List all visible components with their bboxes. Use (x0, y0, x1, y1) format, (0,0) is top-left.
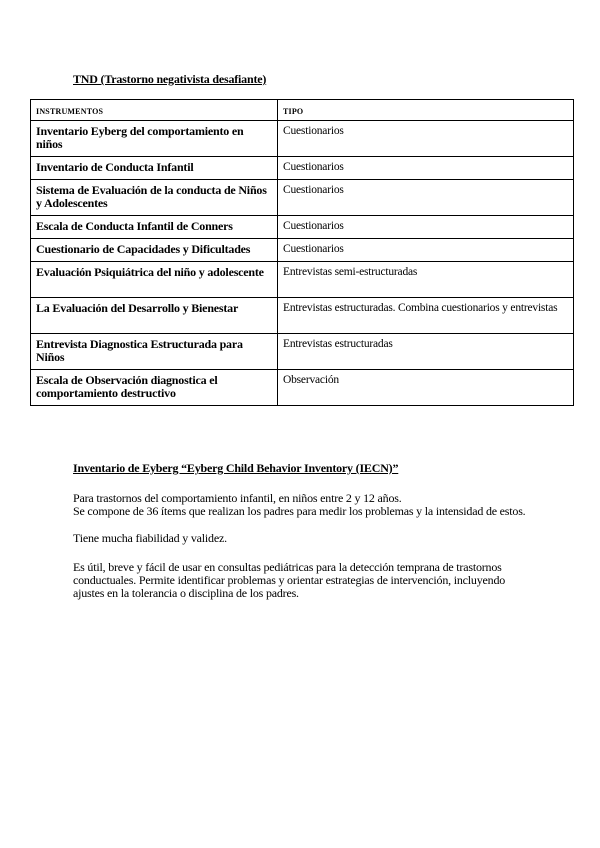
instrument-name: Evaluación Psiquiátrica del niño y adolescente (31, 262, 278, 298)
instrument-type: Entrevistas semi-estructuradas (278, 262, 574, 298)
paragraph-age-range: Para trastornos del comportamiento infantil, en niños entre 2 y 12 años. (73, 491, 402, 505)
instruments-table (30, 99, 574, 406)
section-title-tnd: TND (Trastorno negativista desafiante) (73, 72, 267, 86)
paragraph-items: Se compone de 36 ítems que realizan los padres para medir los problemas y la intensidad de estos. (73, 504, 526, 518)
column-header-instrumentos: INSTRUMENTOS (31, 100, 278, 121)
instrument-type: Entrevistas estructuradas (278, 334, 574, 370)
instrument-name: Cuestionario de Capacidades y Dificultades (31, 239, 278, 262)
table-row (31, 157, 574, 180)
instrument-name: La Evaluación del Desarrollo y Bienestar (31, 298, 278, 334)
instrument-type: Cuestionarios (278, 157, 574, 180)
instrument-name: Inventario Eyberg del comportamiento en niños (31, 121, 278, 157)
instrument-type: Observación (278, 370, 574, 406)
instrument-type: Cuestionarios (278, 121, 574, 157)
instrument-name: Inventario de Conducta Infantil (31, 157, 278, 180)
instrument-type: Cuestionarios (278, 180, 574, 216)
instrument-type: Cuestionarios (278, 239, 574, 262)
instrument-type: Cuestionarios (278, 216, 574, 239)
table-row (31, 180, 574, 216)
instrument-name: Entrevista Diagnostica Estructurada para Niños (31, 334, 278, 370)
section-title-eyberg: Inventario de Eyberg “Eyberg Child Behavior Inventory (IECN)” (73, 461, 399, 475)
paragraph-usefulness: Es útil, breve y fácil de usar en consultas pediátricas para la detección temprana de trastornos conductuales. Permite identificar problemas y orientar estrategias de intervención, incluyendo ajustes en la tolerancia o disciplina de los padres. (73, 560, 506, 600)
instrument-name: Escala de Observación diagnostica el comportamiento destructivo (31, 370, 278, 406)
table-row (31, 298, 574, 334)
column-header-tipo: TIPO (278, 100, 574, 121)
instrument-type: Entrevistas estructuradas. Combina cuestionarios y entrevistas (278, 298, 574, 334)
table-row (31, 121, 574, 157)
instrument-name: Escala de Conducta Infantil de Conners (31, 216, 278, 239)
table-row (31, 262, 574, 298)
paragraph-reliability: Tiene mucha fiabilidad y validez. (73, 531, 227, 545)
table-row (31, 239, 574, 262)
table-header-row (31, 100, 574, 121)
table-row (31, 216, 574, 239)
table-row (31, 370, 574, 406)
instrument-name: Sistema de Evaluación de la conducta de Niños y Adolescentes (31, 180, 278, 216)
table-row (31, 334, 574, 370)
